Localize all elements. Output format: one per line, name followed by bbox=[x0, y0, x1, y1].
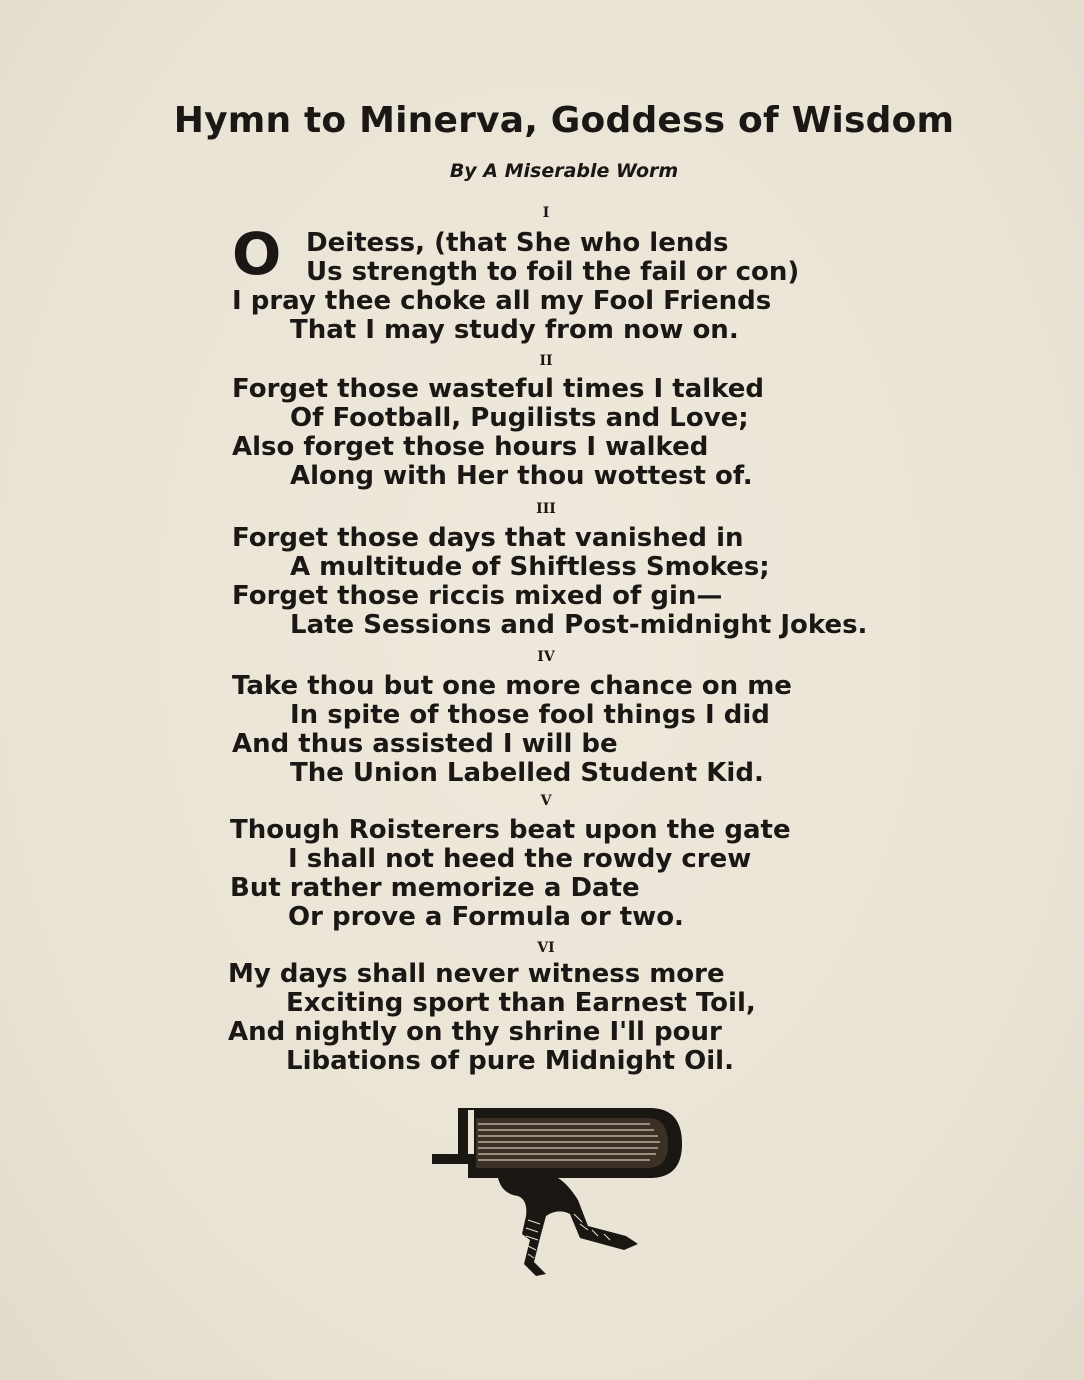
poem-line: I pray thee choke all my Fool Friends bbox=[232, 286, 772, 316]
stanza-number: VI bbox=[537, 940, 555, 956]
poem-line: Libations of pure Midnight Oil. bbox=[286, 1046, 734, 1076]
poem-title: Hymn to Minerva, Goddess of Wisdom bbox=[173, 100, 955, 141]
poem-line: Or prove a Formula or two. bbox=[288, 902, 684, 932]
poem-line: That I may study from now on. bbox=[290, 315, 739, 345]
poem-line: Us strength to foil the fail or con) bbox=[306, 257, 800, 287]
poem-line: In spite of those fool things I did bbox=[290, 700, 770, 730]
figure-carrying-book-icon bbox=[428, 1104, 684, 1286]
poem-line: Forget those days that vanished in bbox=[232, 523, 744, 553]
poem-line: And nightly on thy shrine I'll pour bbox=[228, 1017, 722, 1047]
stanza-number: II bbox=[539, 353, 553, 369]
poem-line: A multitude of Shiftless Smokes; bbox=[290, 552, 770, 582]
poem-line: The Union Labelled Student Kid. bbox=[290, 758, 764, 788]
poem-line: But rather memorize a Date bbox=[230, 873, 640, 903]
poem-line: Exciting sport than Earnest Toil, bbox=[286, 988, 756, 1018]
stanza-number: III bbox=[536, 501, 556, 517]
poem-line: Along with Her thou wottest of. bbox=[290, 461, 753, 491]
poem-line: Also forget those hours I walked bbox=[232, 432, 709, 462]
poem-line: And thus assisted I will be bbox=[232, 729, 618, 759]
drop-cap: O bbox=[232, 220, 282, 288]
byline: By A Miserable Worm bbox=[449, 160, 679, 182]
poem-line: Of Football, Pugilists and Love; bbox=[290, 403, 749, 433]
poem-line: Late Sessions and Post-midnight Jokes. bbox=[290, 610, 868, 640]
poem-line: I shall not heed the rowdy crew bbox=[288, 844, 752, 874]
poem-line: Forget those riccis mixed of gin— bbox=[232, 581, 723, 611]
poem-line: Take thou but one more chance on me bbox=[232, 671, 792, 701]
stanza-number: I bbox=[542, 205, 550, 221]
poem-line: Forget those wasteful times I talked bbox=[232, 374, 765, 404]
poem-line: Though Roisterers beat upon the gate bbox=[230, 815, 791, 845]
stanza-number: IV bbox=[537, 649, 555, 665]
poem-line: Deitess, (that She who lends bbox=[306, 228, 729, 258]
poem-line: My days shall never witness more bbox=[228, 959, 725, 989]
stanza-number: V bbox=[540, 793, 552, 809]
